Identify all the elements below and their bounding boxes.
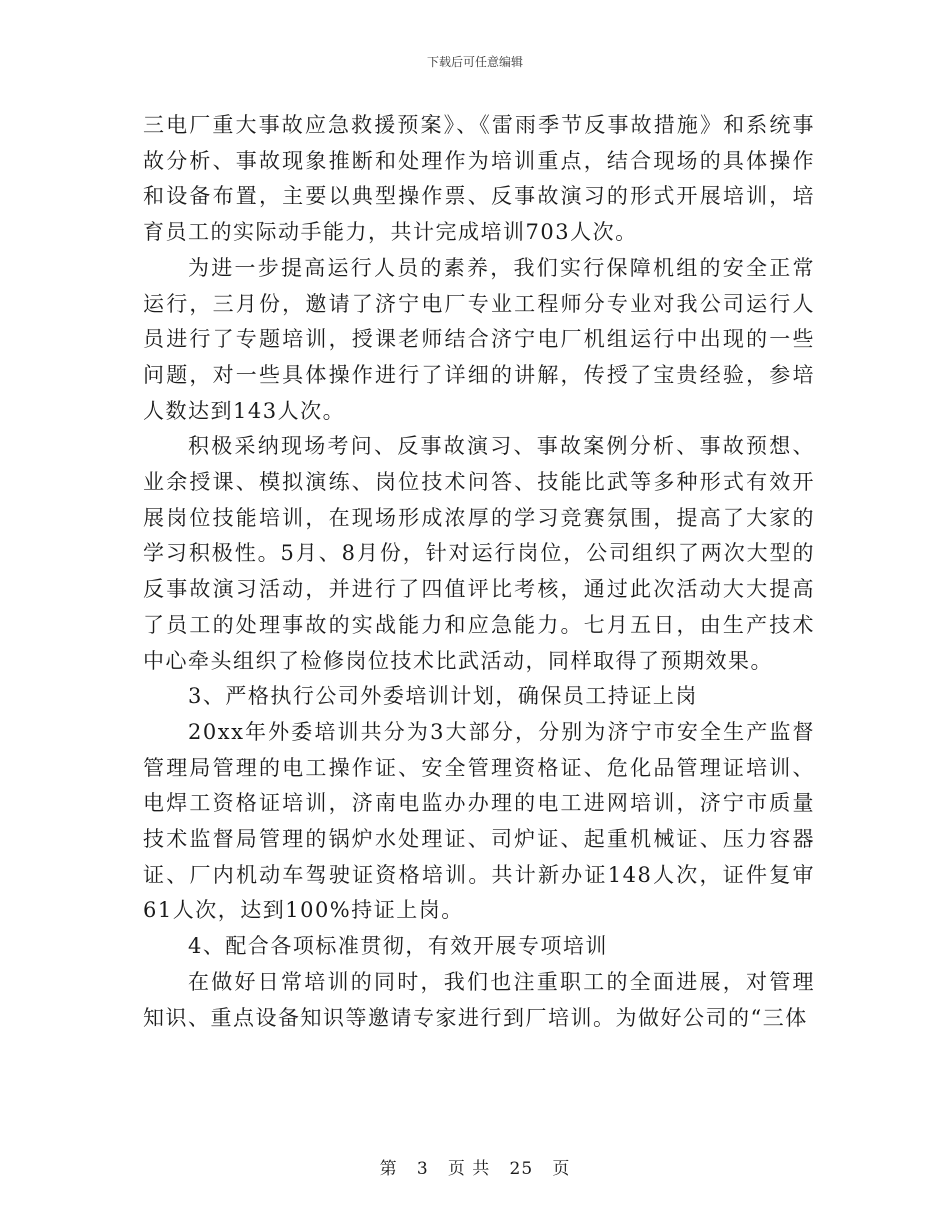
paragraph-continuation: 三电厂重大事故应急救援预案》、《雷雨季节反事故措施》和系统事故分析、事故现象推断和处理作为培训重点，结合现场的具体操作和设备布置，主要以典型操作票、反事故演习的形式开展培训，培育员工的实际动手能力，共计完成培训703人次。 [143,113,815,245]
footer-suffix: 页 [552,1159,571,1179]
section-heading-4: 4、配合各项标准贯彻，有效开展专项培训 [188,934,608,959]
page-footer [0,1154,950,1179]
header-text: 下载后可任意编辑 [426,55,523,69]
footer-middle: 页 共 [447,1159,491,1179]
page-header [0,53,950,70]
document-body [143,108,815,1036]
paragraph-skill-training: 积极采纳现场考问、反事故演习、事故案例分析、事故预想、业余授课、模拟演练、岗位技术问答、技能比武等多种形式有效开展岗位技能培训，在现场形成浓厚的学习竞赛氛围，提高了大家的学习积极性。5月、8月份，针对运行岗位，公司组织了两次大型的反事故演习活动，并进行了四值评比考核，通过此次活动大大提高了员工的处理事故的实战能力和应急能力。七月五日，由生产技术中心牵头组织了检修岗位技术比武活动，同样取得了预期效果。 [143,434,815,673]
footer-total-pages: 25 [509,1159,534,1179]
footer-prefix: 第 [379,1159,398,1179]
footer-current-page: 3 [416,1159,429,1179]
paragraph-expert-training: 为进一步提高运行人员的素养，我们实行保障机组的安全正常运行，三月份，邀请了济宁电厂专业工程师分专业对我公司运行人员进行了专题培训，授课老师结合济宁电厂机组运行中出现的一些问题，对一些具体操作进行了详细的讲解，传授了宝贵经验，参培人数达到143人次。 [143,255,815,423]
paragraph-external-training: 20xx年外委培训共分为3大部分，分别为济宁市安全生产监督管理局管理的电工操作证、安全管理资格证、危化品管理证培训、电焊工资格证培训，济南电监办办理的电工进网培训，济宁市质量技术监督局管理的锅炉水处理证、司炉证、起重机械证、压力容器证、厂内机动车驾驶证资格培训。共计新办证148人次，证件复审61人次，达到100%持证上岗。 [143,719,815,923]
paragraph-special-training: 在做好日常培训的同时，我们也注重职工的全面进展，对管理知识、重点设备知识等邀请专家进行到厂培训。为做好公司的“三体 [143,969,815,1030]
section-heading-3: 3、严格执行公司外委培训计划，确保员工持证上岗 [188,684,698,709]
